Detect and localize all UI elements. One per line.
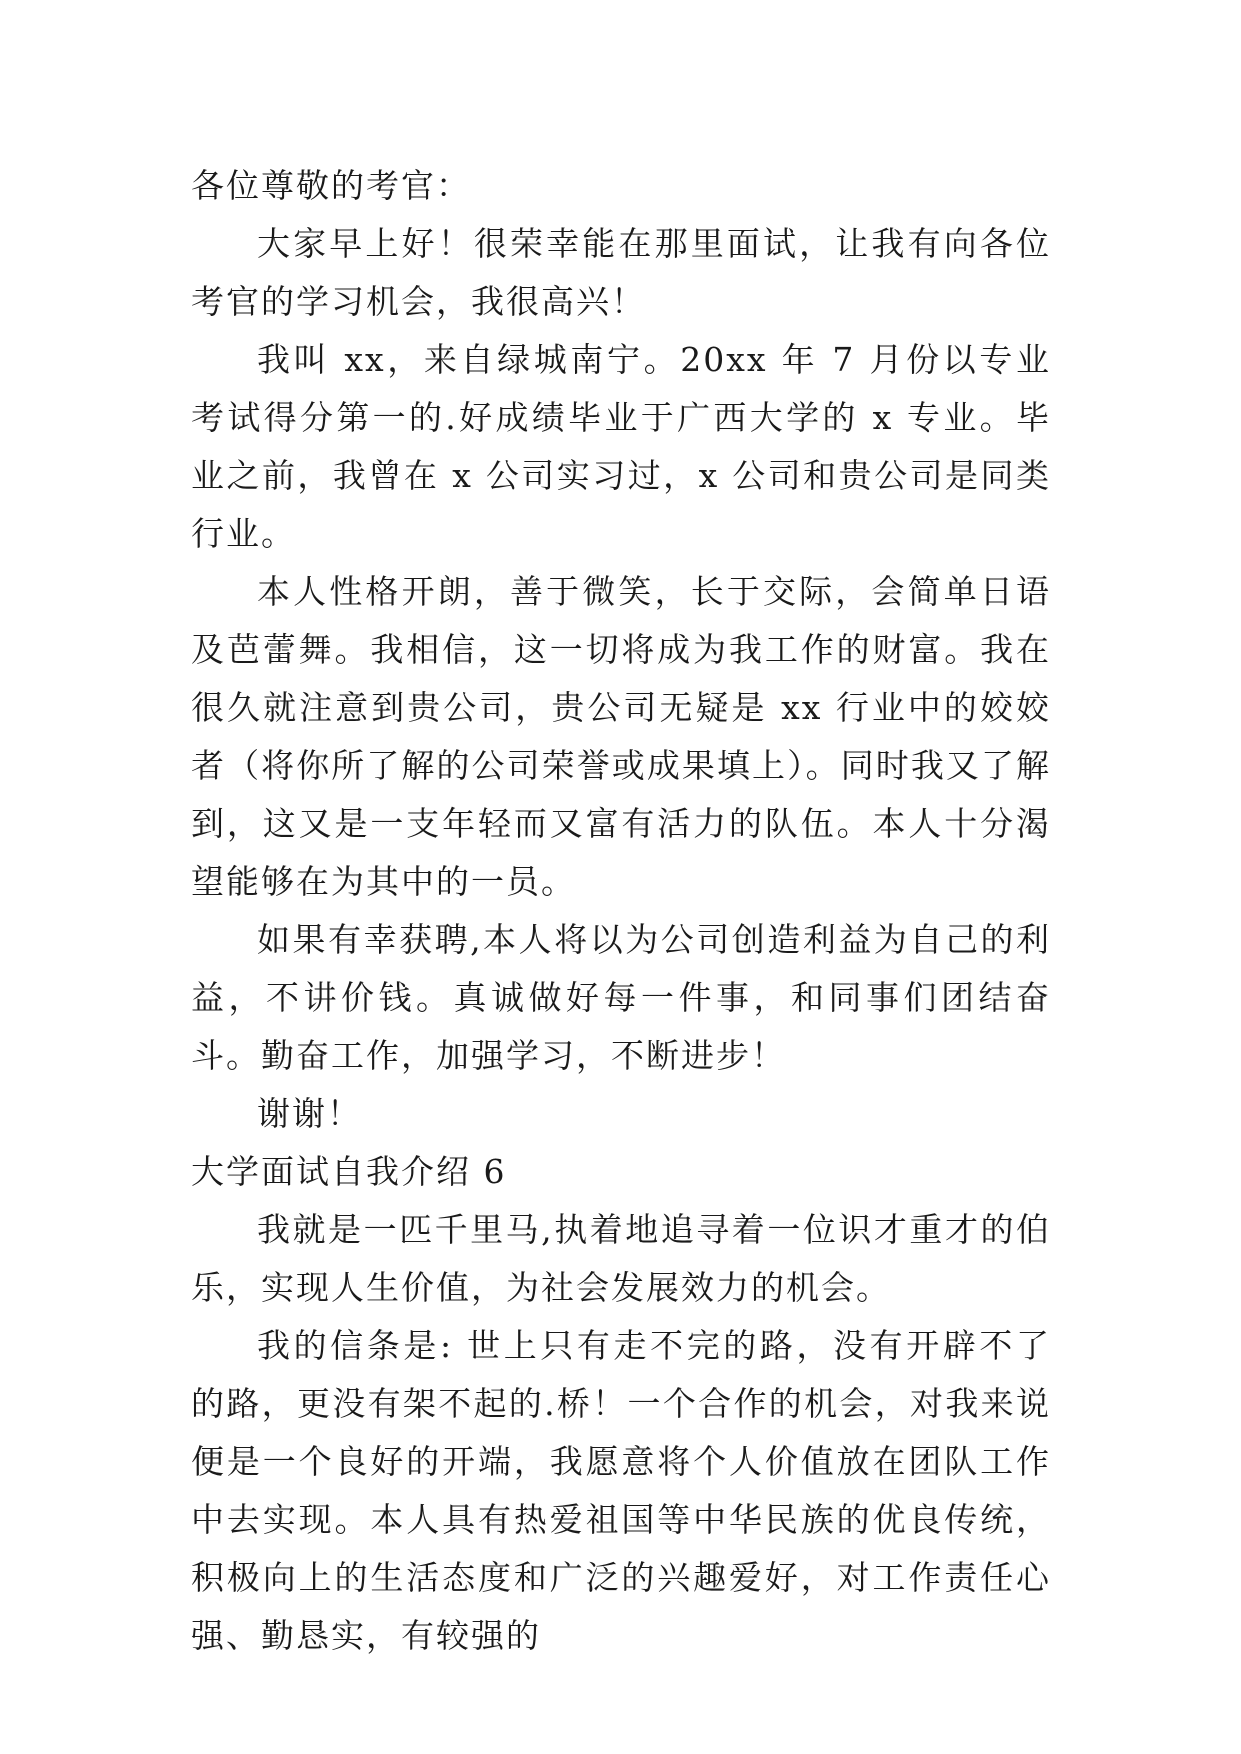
paragraph-horse: 我就是一匹千里马,执着地追寻着一位识才重才的伯乐，实现人生价值，为社会发展效力的机会。 <box>191 1210 1051 1307</box>
salutation: 各位尊敬的考官： <box>191 166 471 205</box>
document-body <box>191 157 1051 1665</box>
paragraph-background: 我叫 xx，来自绿城南宁。20xx 年 7 月份以专业考试得分第一的.好成绩毕业于广西大学的 x 专业。毕业之前，我曾在 x 公司实习过，x 公司和贵公司是同类行业。 <box>191 340 1051 553</box>
section-title: 大学面试自我介绍 6 <box>191 1152 507 1191</box>
paragraph-thanks: 谢谢！ <box>257 1094 362 1133</box>
paragraph-commitment: 如果有幸获聘,本人将以为公司创造利益为自己的利益，不讲价钱。真诚做好每一件事，和同事们团结奋斗。勤奋工作，加强学习，不断进步！ <box>191 920 1051 1075</box>
paragraph-personality: 本人性格开朗，善于微笑，长于交际，会简单日语及芭蕾舞。我相信，这一切将成为我工作的财富。我在很久就注意到贵公司，贵公司无疑是 xx 行业中的姣姣者（将你所了解的公司荣誉或成果填上）。同时我又了解到，这又是一支年轻而又富有活力的队伍。本人十分渴望能够在为其中的一员。 <box>191 572 1051 901</box>
paragraph-motto: 我的信条是: 世上只有走不完的路，没有开辟不了的路，更没有架不起的.桥！一个合作的机会，对我来说便是一个良好的开端，我愿意将个人价值放在团队工作中去实现。本人具有热爱祖国等中华民族的优良传统，积极向上的生活态度和广泛的兴趣爱好，对工作责任心强、勤恳实，有较强的 <box>191 1326 1051 1655</box>
paragraph-greeting: 大家早上好！很荣幸能在那里面试，让我有向各位考官的学习机会，我很高兴！ <box>191 224 1051 321</box>
